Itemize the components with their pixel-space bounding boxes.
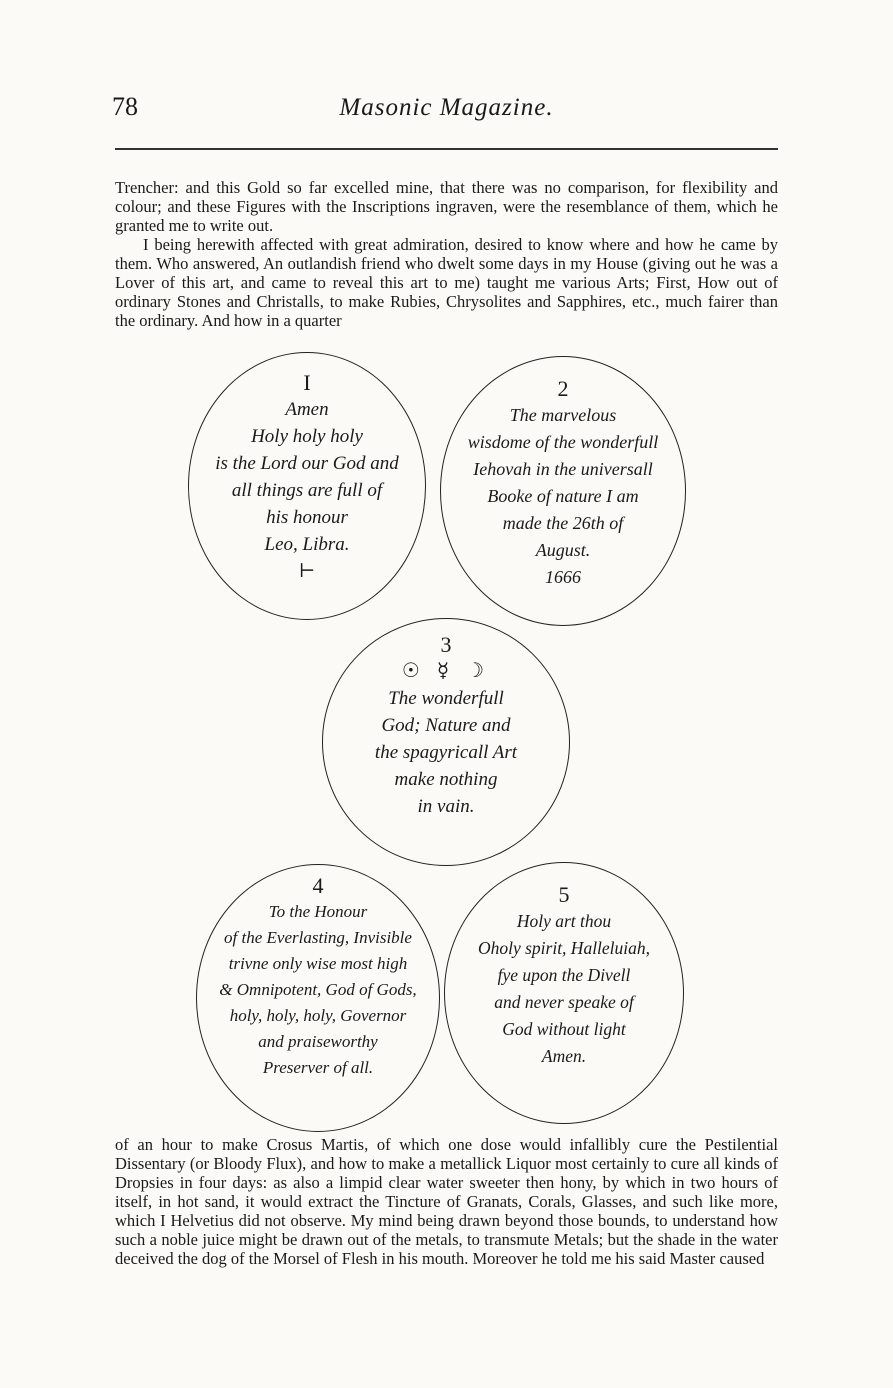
inscription-line: trivne only wise most high — [228, 954, 408, 973]
medallion-number: 4 — [312, 873, 324, 898]
medallion-number: I — [303, 370, 311, 395]
inscription-line: Iehovah in the universall — [473, 459, 653, 479]
header-rule — [115, 148, 778, 150]
inscription-line: all things are full of — [231, 480, 383, 501]
medallion-1 — [188, 352, 426, 620]
inscription-line: Holy holy holy — [251, 426, 363, 447]
medallion-3 — [322, 618, 570, 866]
inscription-line: fye upon the Divell — [497, 965, 631, 985]
inscription-line: holy, holy, holy, Governor — [229, 1006, 407, 1025]
paragraph: Trencher: and this Gold so far excelled mine, that there was no comparison, for flexibility and colour; and these Figures with the Inscriptions ingraven, were the resemblance of them, which he granted me to write out. — [115, 178, 778, 235]
planet-symbols: ☉ ☿ ☽ — [401, 660, 491, 682]
paragraph: I being herewith affected with great admiration, desired to know where and how he came by them. Who answered, An outlandish friend who dwelt some days in my House (giving out he was a Lover of this art, and came to reveal this art to me) taught me various Arts; First, How out of ordinary Stones and Christalls, to make Rubies, Chrysolites and Sapphires, etc., much fairer than the ordinary. And how in a quarter — [115, 235, 778, 330]
inscription-line: To the Honour — [268, 902, 368, 921]
body-text-bottom — [115, 1135, 778, 1268]
page-number: 78 — [112, 92, 138, 121]
inscription-line: The marvelous — [509, 405, 617, 425]
inscription-line: God; Nature and — [381, 715, 511, 736]
inscription-line: Leo, Libra. — [264, 534, 350, 555]
inscription-line: and never speake of — [494, 992, 634, 1012]
medallion-5 — [444, 862, 684, 1124]
inscription-line: Preserver of all. — [262, 1058, 374, 1077]
inscription-line: and praiseworthy — [258, 1032, 378, 1051]
paragraph: of an hour to make Crosus Martis, of which one dose would infallibly cure the Pestilential Dissentary (or Bloody Flux), and how to make a metallick Liquor most certainly to cure all kinds of Dropsies in four days: as also a limpid clear water sweeter then hony, by which in two hours of itself, in hot sand, it would extract the Tincture of Granats, Corals, Glasses, and such like more, which I Helvetius did not observe. My mind being drawn beyond those bounds, to understand how such a noble juice might be drawn out of the metals, to transmute Metals; but the shade in the water deceived the dog of the Morsel of Flesh in his mouth. Moreover he told me his said Master caused — [115, 1135, 778, 1268]
inscription-line: The wonderfull — [388, 688, 504, 709]
inscription-line: Amen. — [541, 1046, 587, 1066]
inscription-line: wisdome of the wonderfull — [467, 432, 659, 452]
inscription-line: ⊢ — [298, 561, 316, 582]
medallion-4 — [196, 864, 440, 1132]
inscription-line: Holy art thou — [516, 911, 612, 931]
inscription-line: of the Everlasting, Invisible — [224, 928, 412, 947]
inscription-line: 1666 — [545, 567, 581, 587]
inscription-line: made the 26th of — [502, 513, 624, 533]
inscription-line: his honour — [266, 507, 348, 528]
inscription-line: God without light — [502, 1019, 626, 1039]
body-text-top — [115, 178, 778, 330]
inscription-line: in vain. — [417, 796, 475, 817]
medallion-number: 2 — [557, 376, 569, 401]
inscription-line: Oholy spirit, Halleluiah, — [477, 938, 651, 958]
inscription-line: Amen — [285, 399, 329, 420]
inscription-line: Booke of nature I am — [487, 486, 639, 506]
inscription-line: is the Lord our God and — [215, 453, 399, 474]
medallion-number: 5 — [558, 882, 570, 907]
medallion-2 — [440, 356, 686, 626]
inscription-line: & Omnipotent, God of Gods, — [219, 980, 417, 999]
inscription-line: the spagyricall Art — [374, 742, 518, 763]
inscription-line: make nothing — [394, 769, 498, 790]
running-title: Masonic Magazine. — [339, 94, 554, 121]
medallion-number: 3 — [440, 632, 452, 657]
inscription-line: August. — [535, 540, 591, 560]
